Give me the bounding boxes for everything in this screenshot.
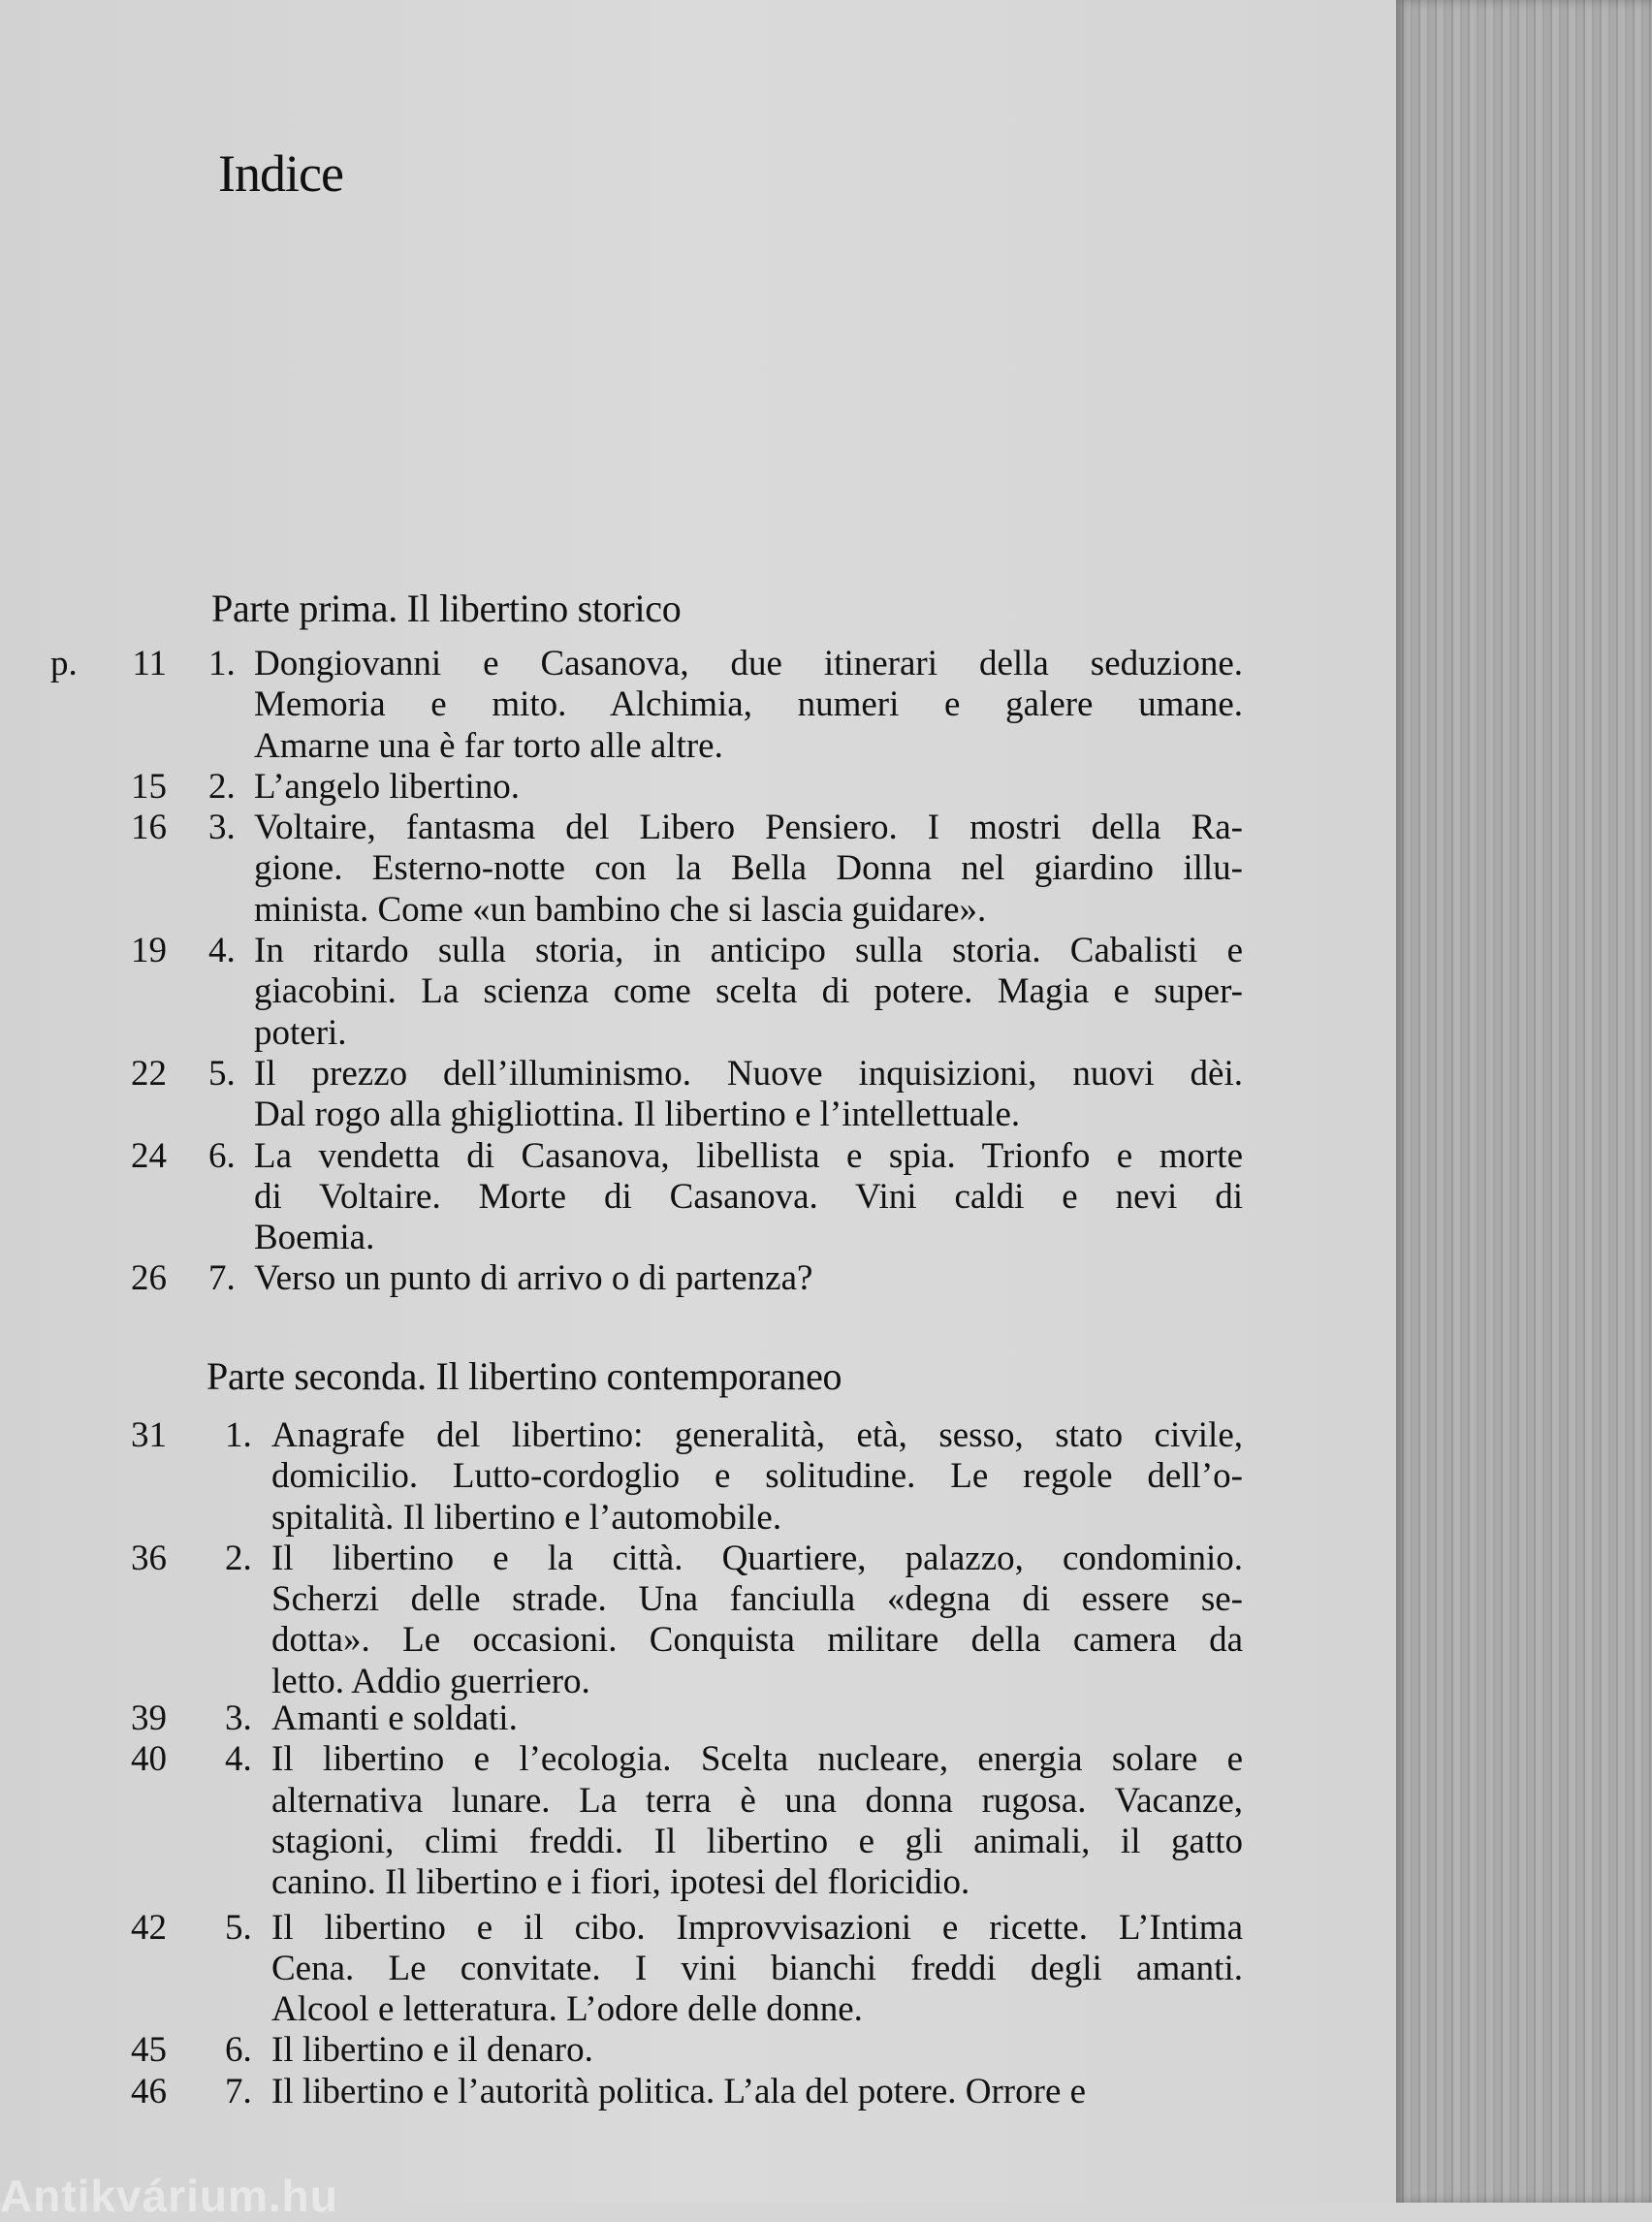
chapter-title: [254, 1258, 1243, 1299]
chapter-number: 1.: [225, 1415, 252, 1455]
page-prefix: p.: [50, 644, 78, 683]
chapter-title: [271, 2030, 1243, 2071]
chapter-number: 4.: [225, 1739, 252, 1780]
chapter-title-line: Il libertino e il cibo. Improvvisazioni e ricette. L’Intima: [271, 1907, 1243, 1948]
chapter-title-line: Il libertino e l’ecologia. Scelta nucleare, energia solare e: [271, 1739, 1243, 1780]
toc-entry: [0, 808, 1243, 931]
chapter-title-line: Amarne una è far torto alle altre.: [254, 725, 723, 766]
chapter-title-line: di Voltaire. Morte di Casanova. Vini caldi e nevi di: [254, 1176, 1243, 1217]
chapter-title-line: minista. Come «un bambino che si lascia guidare».: [254, 889, 987, 930]
toc-entry: [0, 1054, 1243, 1136]
chapter-title-line: alternativa lunare. La terra è una donna rugosa. Vacanze,: [271, 1780, 1243, 1821]
chapter-title-line: Voltaire, fantasma del Libero Pensiero. I mostri della Ra-: [254, 808, 1243, 848]
toc-entry: [0, 1136, 1243, 1259]
toc-entry: [0, 1539, 1243, 1702]
chapter-title-line: L’angelo libertino.: [254, 766, 521, 807]
page-number: 31: [131, 1415, 167, 1455]
page-number: 16: [131, 808, 167, 848]
part-heading: Parte prima. Il libertino storico: [211, 587, 682, 630]
toc-entry: [0, 767, 1243, 808]
chapter-title: [271, 1908, 1243, 2031]
chapter-number: 5.: [208, 1053, 236, 1094]
chapter-number: 6.: [225, 2030, 252, 2071]
chapter-number: 2.: [208, 766, 236, 807]
chapter-title: [271, 1415, 1243, 1539]
page-number: 26: [131, 1258, 167, 1299]
chapter-number: 5.: [225, 1907, 252, 1948]
chapter-title-line: Anagrafe del libertino: generalità, età, sesso, stato civile,: [271, 1415, 1243, 1455]
chapter-title: [254, 1054, 1243, 1136]
chapter-title-line: La vendetta di Casanova, libellista e spia. Trionfo e morte: [254, 1135, 1243, 1176]
chapter-title-line: giacobini. La scienza come scelta di potere. Magia e super-: [254, 971, 1243, 1012]
chapter-title-line: Verso un punto di arrivo o di partenza?: [254, 1258, 813, 1299]
chapter-title-line: spitalità. Il libertino e l’automobile.: [271, 1497, 782, 1538]
toc-entry: [0, 1258, 1243, 1299]
part-heading: Parte seconda. Il libertino contemporaneo: [206, 1354, 842, 1398]
toc-entry: [0, 1908, 1243, 2031]
chapter-title: [254, 931, 1243, 1054]
chapter-number: 7.: [208, 1258, 236, 1299]
chapter-title: [254, 767, 1243, 808]
chapter-title: [271, 1739, 1243, 1903]
chapter-number: 1.: [208, 644, 236, 683]
chapter-number: 6.: [208, 1135, 236, 1176]
page-number: 19: [131, 931, 167, 971]
toc-entry: [0, 1415, 1243, 1539]
chapter-title-line: dotta». Le occasioni. Conquista militare della camera da: [271, 1620, 1243, 1661]
chapter-title-line: Il libertino e la città. Quartiere, palazzo, condominio.: [271, 1538, 1243, 1578]
chapter-title-line: letto. Addio guerriero.: [271, 1661, 590, 1701]
chapter-title-line: Il prezzo dell’illuminismo. Nuove inquisizioni, nuovi dèi.: [254, 1053, 1243, 1094]
toc-entry: [0, 2072, 1243, 2112]
chapter-title: [254, 1136, 1243, 1259]
chapter-title-line: Il libertino e il denaro.: [271, 2030, 593, 2071]
watermark: Antikvárium.hu: [0, 2171, 338, 2221]
page-number: 46: [131, 2071, 167, 2111]
chapter-title: [271, 1539, 1243, 1702]
chapter-title-line: Dongiovanni e Casanova, due itinerari della seduzione.: [254, 644, 1243, 683]
page-number: 36: [131, 1538, 167, 1578]
toc-list-part-1: [0, 644, 1243, 1300]
chapter-number: 3.: [208, 808, 236, 848]
page-number: 24: [131, 1135, 167, 1176]
chapter-title: [271, 1698, 1243, 1739]
toc-entry: [0, 1698, 1243, 1739]
toc-entry: [0, 644, 1243, 767]
page-number: 42: [131, 1907, 167, 1948]
page-number: 22: [131, 1053, 167, 1094]
chapter-title-line: Scherzi delle strade. Una fanciulla «degna di essere se-: [271, 1579, 1243, 1620]
chapter-title-line: Alcool e letteratura. L’odore delle donne.: [271, 1989, 863, 2030]
chapter-title-line: gione. Esterno-notte con la Bella Donna nel giardino illu-: [254, 848, 1243, 889]
chapter-title-line: In ritardo sulla storia, in anticipo sulla storia. Cabalisti e: [254, 931, 1243, 971]
toc-entry: [0, 2030, 1243, 2071]
chapter-title: [254, 808, 1243, 931]
chapter-title: [271, 2072, 1243, 2112]
chapter-title-line: poteri.: [254, 1012, 347, 1053]
toc-entry: [0, 931, 1243, 1054]
background-paper-strip: [1396, 0, 1652, 2203]
chapter-title-line: canino. Il libertino e i fiori, ipotesi del floricidio.: [271, 1862, 970, 1903]
toc-list-part-2: [0, 1415, 1243, 2112]
page-number: 40: [131, 1739, 167, 1780]
page-title: Indice: [218, 144, 343, 203]
chapter-title-line: domicilio. Lutto-cordoglio e solitudine. Le regole dell’o-: [271, 1456, 1243, 1497]
chapter-number: 2.: [225, 1538, 252, 1578]
chapter-title-line: Dal rogo alla ghigliottina. Il libertino e l’intellettuale.: [254, 1095, 1021, 1135]
chapter-title-line: Memoria e mito. Alchimia, numeri e galere umane.: [254, 684, 1243, 725]
chapter-number: 4.: [208, 931, 236, 971]
chapter-title-line: stagioni, climi freddi. Il libertino e gli animali, il gatto: [271, 1821, 1243, 1861]
page-number: 11: [132, 644, 167, 683]
page-number: 15: [131, 766, 167, 807]
toc-entry: [0, 1739, 1243, 1903]
chapter-title-line: Il libertino e l’autorità politica. L’ala del potere. Orrore e: [271, 2071, 1087, 2111]
chapter-title-line: Cena. Le convitate. I vini bianchi freddi degli amanti.: [271, 1948, 1243, 1988]
chapter-number: 7.: [225, 2071, 252, 2111]
chapter-title: [254, 644, 1243, 767]
page-number: 39: [131, 1698, 167, 1739]
page-number: 45: [131, 2030, 167, 2071]
chapter-number: 3.: [225, 1698, 252, 1739]
chapter-title-line: Amanti e soldati.: [271, 1698, 518, 1739]
chapter-title-line: Boemia.: [254, 1218, 375, 1258]
